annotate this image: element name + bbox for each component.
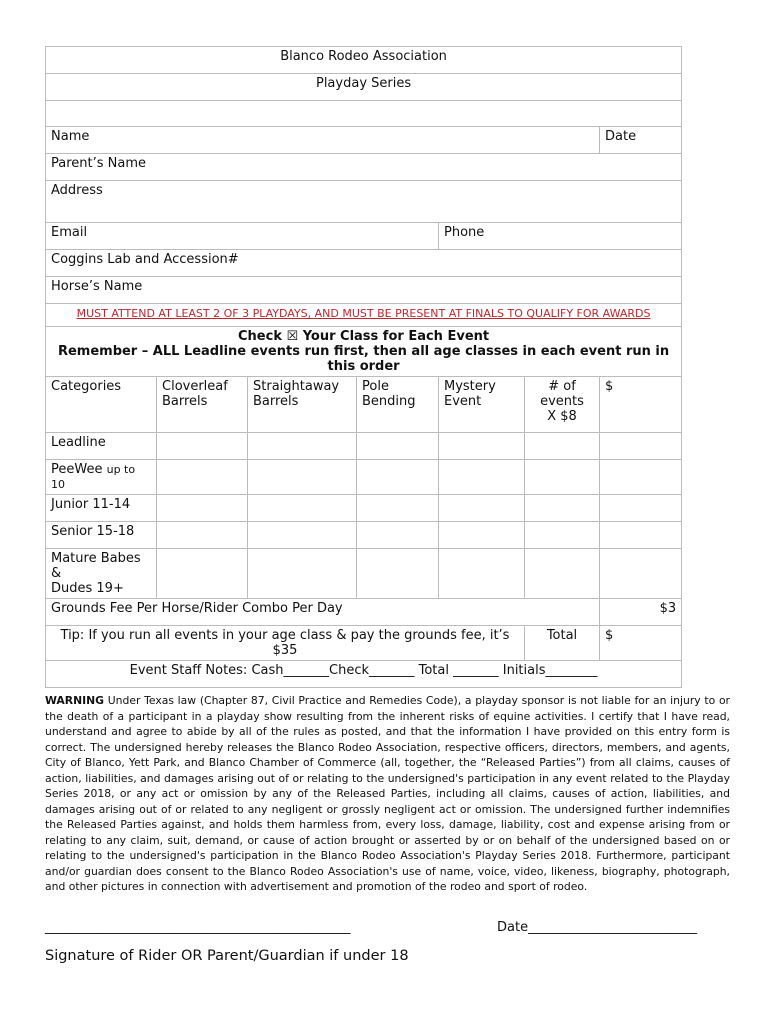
cloverleaf-line2: Barrels: [162, 394, 208, 409]
grounds-fee-label: Grounds Fee Per Horse/Rider Combo Per Day: [46, 599, 600, 626]
check-label: Check: [238, 329, 282, 344]
class-mature: [46, 549, 157, 599]
checkbox-cell[interactable]: [439, 460, 525, 495]
parent-name-field[interactable]: Parent’s Name: [46, 154, 682, 181]
warning-label: WARNING: [45, 694, 105, 707]
checkbox-cell[interactable]: [248, 495, 357, 522]
checkbox-cell[interactable]: [157, 433, 248, 460]
remember-instruction: Remember – ALL Leadline events run first, then all age classes in each event run in this order: [57, 344, 670, 374]
checkbox-cell[interactable]: [357, 460, 439, 495]
straightaway-line2: Barrels: [253, 394, 299, 409]
checkbox-cell[interactable]: [357, 549, 439, 599]
staff-notes: Event Staff Notes: Cash_______Check_______ Total _______ Initials________: [46, 661, 682, 688]
amount-cell[interactable]: [600, 433, 682, 460]
series-title: Playday Series: [46, 74, 682, 101]
amount-cell[interactable]: [600, 549, 682, 599]
mature-line2: Dudes 19+: [51, 581, 124, 596]
check-instruction: [51, 329, 676, 344]
checkbox-cell[interactable]: [248, 460, 357, 495]
mystery-header: [439, 377, 525, 433]
horse-name-field[interactable]: Horse’s Name: [46, 277, 682, 304]
name-field[interactable]: Name: [46, 127, 600, 154]
entry-form-table: [45, 46, 682, 688]
mature-line1: Mature Babes &: [51, 551, 141, 581]
checkbox-cell[interactable]: [248, 433, 357, 460]
straightaway-header: [248, 377, 357, 433]
categories-header: Categories: [46, 377, 157, 433]
peewee-label: PeeWee: [51, 462, 103, 477]
phone-field[interactable]: Phone: [439, 223, 682, 250]
grounds-fee-amount: $3: [600, 599, 682, 626]
amount-cell[interactable]: [600, 460, 682, 495]
pole-header: [357, 377, 439, 433]
class-junior: Junior 11-14: [46, 495, 157, 522]
blank-row: [46, 101, 682, 127]
signature-label: Signature of Rider OR Parent/Guardian if under 18: [45, 948, 409, 964]
pole-line1: Pole: [362, 379, 389, 394]
coggins-field[interactable]: Coggins Lab and Accession#: [46, 250, 682, 277]
checkbox-icon: ☒: [286, 329, 299, 344]
checkbox-cell[interactable]: [439, 495, 525, 522]
checkbox-cell[interactable]: [157, 460, 248, 495]
amount-cell[interactable]: [600, 522, 682, 549]
checkbox-cell[interactable]: [439, 549, 525, 599]
checkbox-cell[interactable]: [525, 549, 600, 599]
class-senior: Senior 15-18: [46, 522, 157, 549]
date-field[interactable]: Date: [600, 127, 682, 154]
mystery-line1: Mystery: [444, 379, 496, 394]
checkbox-cell[interactable]: [248, 549, 357, 599]
address-field[interactable]: Address: [46, 181, 682, 223]
tip-text: Tip: If you run all events in your age class & pay the grounds fee, it’s $35: [46, 626, 525, 661]
checkbox-cell[interactable]: [357, 522, 439, 549]
events-line2: X $8: [547, 409, 577, 424]
checkbox-cell[interactable]: [157, 549, 248, 599]
events-count-header: [525, 377, 600, 433]
checkbox-cell[interactable]: [357, 495, 439, 522]
checkbox-cell[interactable]: [439, 522, 525, 549]
mystery-line2: Event: [444, 394, 482, 409]
checkbox-cell[interactable]: [157, 495, 248, 522]
email-field[interactable]: Email: [46, 223, 439, 250]
straightaway-line1: Straightaway: [253, 379, 340, 394]
class-leadline: Leadline: [46, 433, 157, 460]
events-line1: # of events: [540, 379, 584, 409]
checkbox-cell[interactable]: [525, 495, 600, 522]
instructions: [46, 327, 682, 377]
check-suffix: Your Class for Each Event: [302, 329, 490, 344]
checkbox-cell[interactable]: [357, 433, 439, 460]
checkbox-cell[interactable]: [439, 433, 525, 460]
waiver-paragraph: [45, 693, 730, 895]
checkbox-cell[interactable]: [157, 522, 248, 549]
pole-line2: Bending: [362, 394, 416, 409]
checkbox-cell[interactable]: [525, 433, 600, 460]
checkbox-cell[interactable]: [525, 460, 600, 495]
waiver-text: Under Texas law (Chapter 87, Civil Practice and Remedies Code), a playday sponsor is not liable for an injury to or the death of a participant in a playday show resulting from the inherent risks of equine activities. I certify that I have read, understand and agree to abide by all of the rules as posted, and that the information I have provided on this entry form is correct. The undersigned hereby releases the Blanco Rodeo Association, respective officers, directors, members, and agents, City of Blanco, Yett Park, and Blanco Chamber of Commerce (all, together, the “Released Parties”) from all claims, causes of action, liabilities, and damages arising out of or relating to the undersigned's participation in any event related to the Playday Series 2018, or any act or omission by any of the Released Parties, including all claims, causes of action, liabilities, and damages arising out of or related to any negligent or grossly negligent act or omission. The undersigned further indemnifies the Released Parties against, and holds them harmless from, every loss, damage, liability, cost and expense arising from or relating to any claim, suit, demand, or cause of action brought or asserted by or on behalf of the undersigned based on or relating to the undersigned's participation in the Blanco Rodeo Association's Playday Series 2018. Furthermore, participant and/or guardian does consent to the Blanco Rodeo Association's use of name, voice, video, likeness, biography, photograph, and other pictures in connection with advertisement and promotion of the rodeo and sport of rodeo.: [45, 694, 730, 893]
cloverleaf-line1: Cloverleaf: [162, 379, 228, 394]
org-title: Blanco Rodeo Association: [46, 47, 682, 74]
amount-header: $: [600, 377, 682, 433]
checkbox-cell[interactable]: [525, 522, 600, 549]
total-label: Total: [525, 626, 600, 661]
checkbox-cell[interactable]: [248, 522, 357, 549]
total-amount[interactable]: $: [600, 626, 682, 661]
amount-cell[interactable]: [600, 495, 682, 522]
cloverleaf-header: [157, 377, 248, 433]
peewee-age: up to 10: [51, 463, 136, 491]
class-peewee: [46, 460, 157, 495]
attendance-notice: MUST ATTEND AT LEAST 2 OF 3 PLAYDAYS, AND MUST BE PRESENT AT FINALS TO QUALIFY FOR AWARDS: [46, 304, 682, 327]
signature-line[interactable]: _______________________________________________: [45, 920, 351, 935]
signature-date-line[interactable]: Date__________________________: [497, 920, 698, 935]
